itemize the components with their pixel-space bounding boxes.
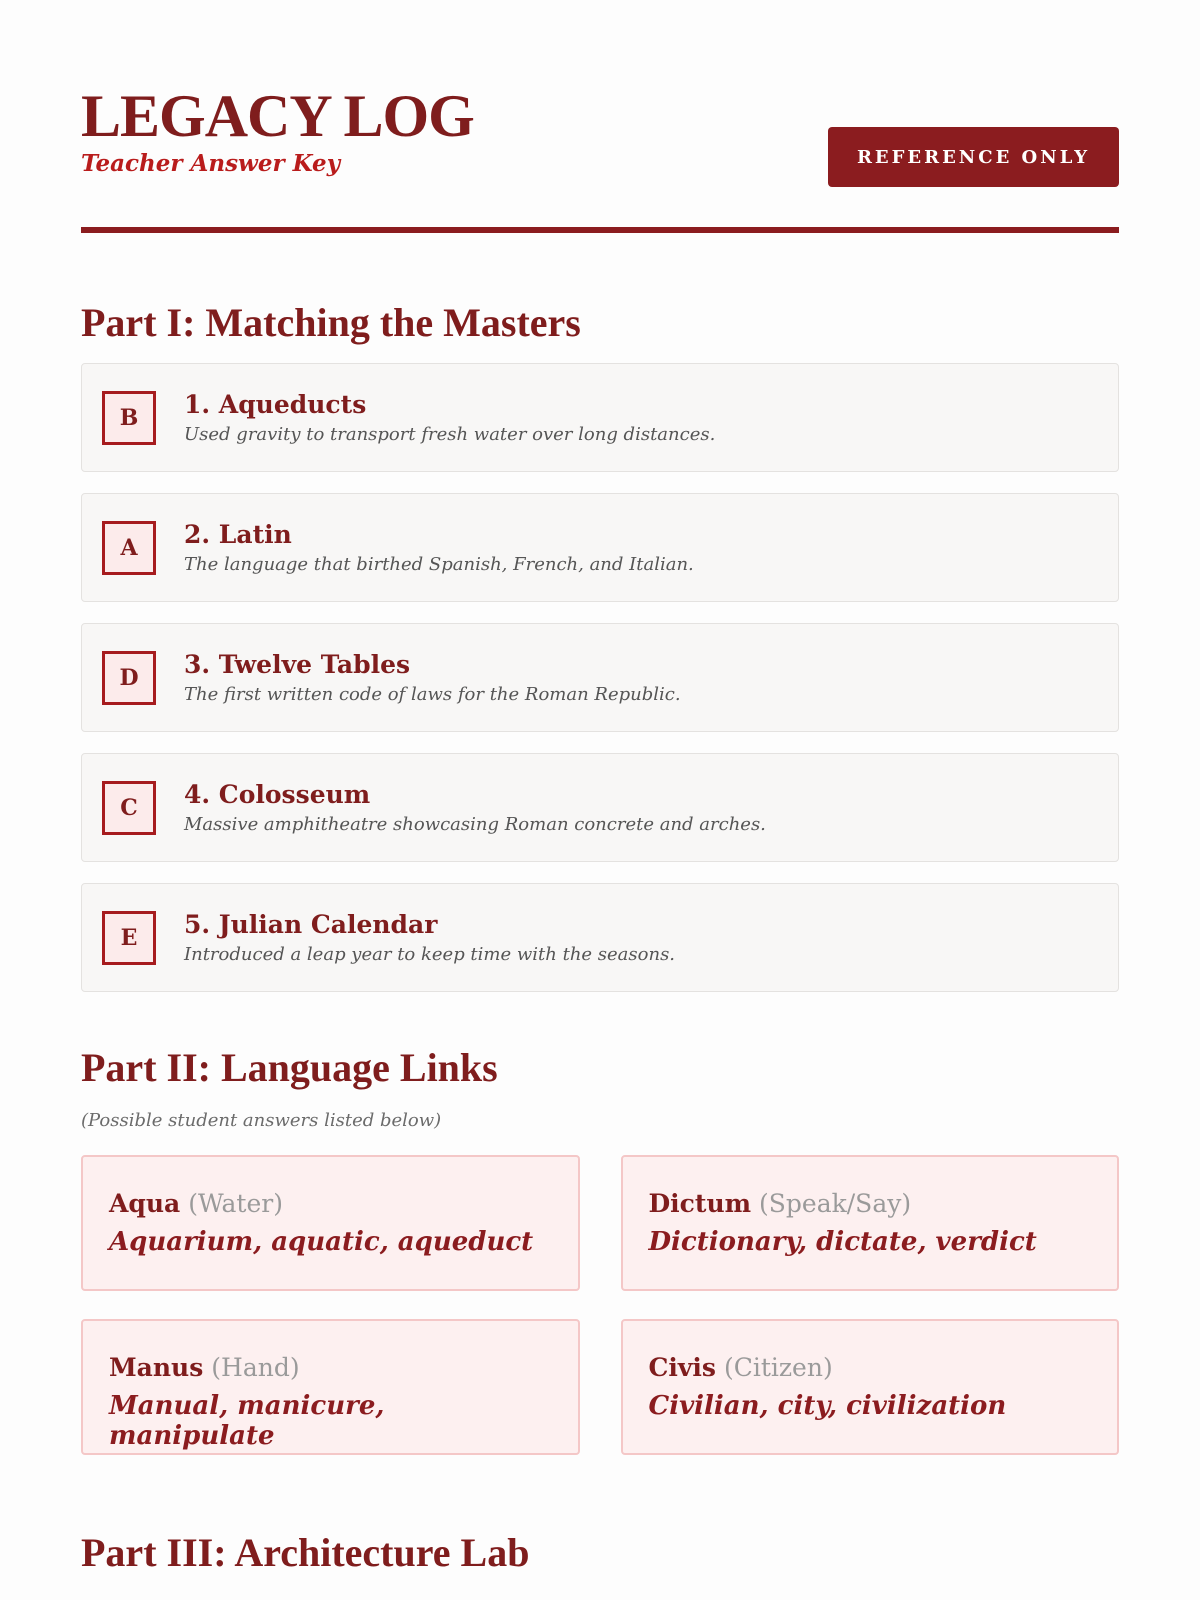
matching-term: 5. Julian Calendar xyxy=(184,910,438,939)
matching-term: 3. Twelve Tables xyxy=(184,650,411,679)
matching-list xyxy=(81,363,1119,992)
language-links-grid xyxy=(81,1155,1119,1455)
matching-text xyxy=(184,910,675,965)
matching-text xyxy=(184,780,766,835)
language-card-header xyxy=(649,1351,1092,1385)
latin-root: Civis xyxy=(648,1353,716,1382)
matching-description: Introduced a leap year to keep time with the seasons. xyxy=(184,944,676,965)
matching-item xyxy=(81,883,1119,992)
matching-term: 1. Aqueducts xyxy=(184,390,367,419)
language-card xyxy=(621,1155,1120,1291)
root-meaning: (Citizen) xyxy=(723,1353,833,1382)
page-header xyxy=(81,0,1119,233)
latin-root: Manus xyxy=(109,1353,204,1382)
latin-root: Dictum xyxy=(648,1189,752,1218)
language-card-header xyxy=(109,1351,552,1385)
part3-title: Part III: Architecture Lab xyxy=(81,1530,530,1575)
latin-root: Aqua xyxy=(109,1189,181,1218)
example-words: Manual, manicure, manipulate xyxy=(109,1391,385,1451)
matching-item xyxy=(81,753,1119,862)
language-card xyxy=(81,1155,580,1291)
answer-letter-box: C xyxy=(102,781,156,835)
answer-letter-box: B xyxy=(102,391,156,445)
root-meaning: (Speak/Say) xyxy=(759,1189,912,1218)
root-meaning: (Water) xyxy=(188,1189,283,1218)
matching-text xyxy=(184,650,681,705)
example-words: Dictionary, dictate, verdict xyxy=(648,1227,1037,1257)
language-card-header xyxy=(649,1187,1092,1221)
matching-item xyxy=(81,623,1119,732)
language-card-header xyxy=(109,1187,552,1221)
matching-text xyxy=(184,390,715,445)
page-title: LEGACY LOG xyxy=(81,83,474,149)
matching-item xyxy=(81,363,1119,472)
matching-text xyxy=(184,520,694,575)
example-words: Aquarium, aquatic, aqueduct xyxy=(109,1227,534,1257)
reference-only-badge: REFERENCE ONLY xyxy=(828,127,1119,187)
language-card xyxy=(621,1319,1120,1455)
matching-description: Used gravity to transport fresh water over long distances. xyxy=(184,424,716,445)
matching-description: Massive amphitheatre showcasing Roman concrete and arches. xyxy=(184,814,766,835)
answer-letter-box: D xyxy=(102,651,156,705)
part1-title: Part I: Matching the Masters xyxy=(81,300,581,345)
language-card xyxy=(81,1319,580,1455)
matching-description: The first written code of laws for the Roman Republic. xyxy=(184,684,681,705)
matching-term: 2. Latin xyxy=(184,520,292,549)
root-meaning: (Hand) xyxy=(211,1353,300,1382)
answer-letter-box: E xyxy=(102,911,156,965)
matching-term: 4. Colosseum xyxy=(184,780,371,809)
possible-answers-note: (Possible student answers listed below) xyxy=(81,1110,442,1131)
matching-description: The language that birthed Spanish, French, and Italian. xyxy=(184,554,694,575)
matching-item xyxy=(81,493,1119,602)
page-subtitle: Teacher Answer Key xyxy=(81,150,341,177)
answer-letter-box: A xyxy=(102,521,156,575)
example-words: Civilian, city, civilization xyxy=(648,1391,1007,1421)
part2-title: Part II: Language Links xyxy=(81,1045,498,1090)
